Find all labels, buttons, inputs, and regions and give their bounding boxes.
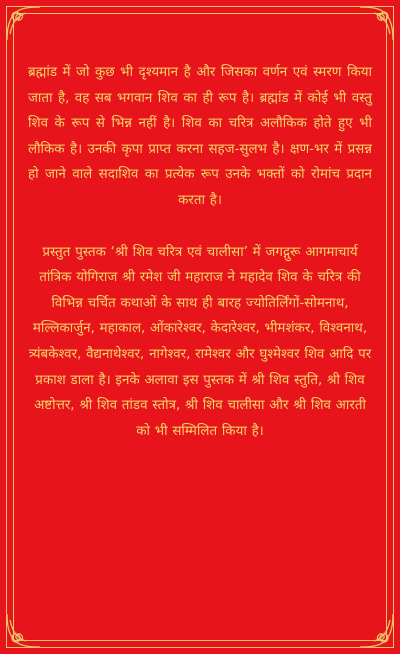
corner-ornament-icon bbox=[356, 610, 396, 650]
paragraph-intro: ब्रह्मांड में जो कुछ भी दृश्यमान है और जिसका वर्णन एवं स्मरण किया जाता है, वह सब भगवान शिव का ही रूप है। ब्रह्मांड में कोई भी वस्तु शिव के रूप से भिन्न नहीं है। शिव का चरित्र अलौकिक होते हुए भी लौकिक है। उनकी कृपा प्राप्त करना सहज-सुलभ है। क्षण-भर में प्रसन्न हो जाने वाले सदाशिव का प्रत्येक रूप उनके भक्तों को रोमांच प्रदान करता है। bbox=[28, 65, 372, 208]
corner-ornament-icon bbox=[4, 4, 44, 44]
corner-ornament-icon bbox=[4, 610, 44, 650]
paragraph-book-description: प्रस्तुत पुस्तक ‘श्री शिव चरित्र एवं चालीसा’ में जगद्गुरू आगमाचार्य तांत्रिक योगिराज श्री रमेश जी महाराज ने महादेव शिव के चरित्र की विभिन्न चर्चित कथाओं के साथ ही बारह ज्योतिर्लिंगों-सोमनाथ, मल्लिकार्जुन, महाकाल, ओंकारेश्वर, केदारेश्वर, भीमशंकर, विश्वनाथ, त्र्यंबकेश्वर, वैद्यनाथेश्वर, नागेश्वर, रामेश्वर और घुश्मेश्वर शिव आदि पर प्रकाश डाला है। इनके अलावा इस पुस्तक में श्री शिव स्तुति, श्री शिव अष्टोत्तर, श्री शिव तांडव स्तोत्र, श्री शिव चालीसा और श्री शिव आरती को भी सम्मिलित किया है। bbox=[28, 244, 372, 439]
corner-ornament-icon bbox=[356, 4, 396, 44]
cover-text-body bbox=[28, 60, 372, 444]
